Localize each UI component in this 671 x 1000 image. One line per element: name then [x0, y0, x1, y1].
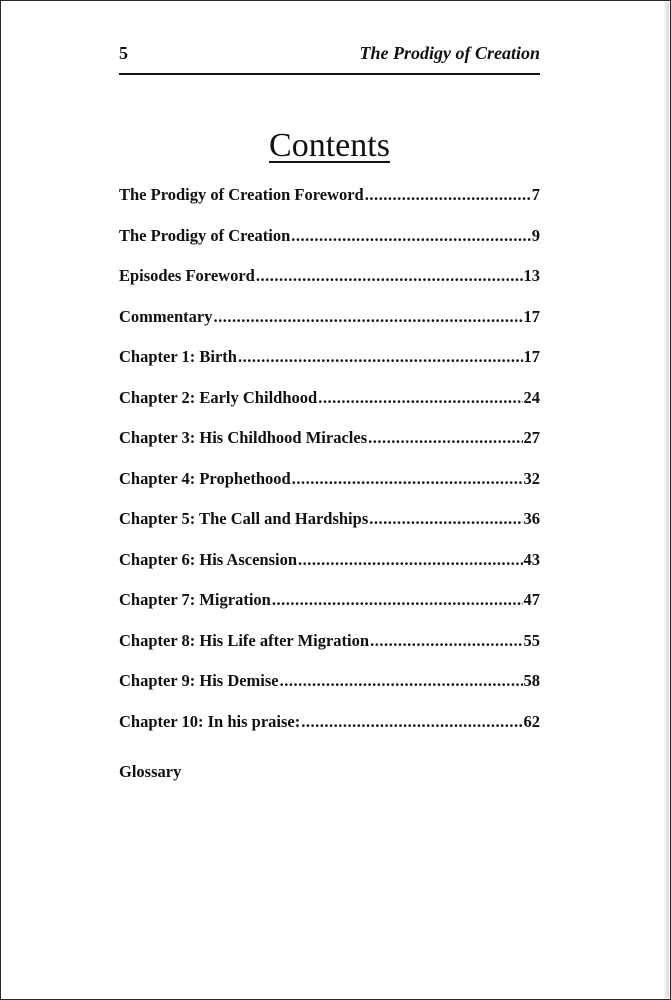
toc-entry-label: Chapter 1: Birth: [119, 347, 237, 366]
toc-entry-label: Chapter 2: Early Childhood: [119, 387, 318, 407]
toc-entry: [119, 185, 540, 226]
toc-entry-page: 62: [523, 711, 540, 731]
page-number: 5: [119, 43, 128, 63]
toc-entry: [119, 266, 540, 307]
toc-dot-leader: [238, 347, 523, 367]
header-rule: [119, 73, 540, 75]
toc-entry: [119, 509, 540, 550]
toc-entry-page: 17: [523, 347, 540, 366]
toc-entry: [119, 671, 540, 712]
toc-entry: [119, 307, 540, 348]
toc-entry-page: 13: [523, 266, 540, 285]
toc-entry-page: 55: [523, 630, 540, 650]
toc-dot-leader: [272, 590, 523, 610]
toc-entry-page: 27: [523, 428, 540, 447]
toc-entry-page: 9: [531, 225, 540, 245]
toc-dot-leader: [365, 185, 531, 205]
toc-dot-leader: [213, 307, 522, 327]
toc-dot-leader: [368, 428, 522, 448]
toc-entry-page: 47: [523, 590, 540, 609]
toc-entry: [119, 428, 540, 469]
toc-entry-page: 32: [523, 468, 540, 488]
toc-entry-page: 7: [531, 185, 540, 204]
toc-entry: [119, 469, 540, 510]
running-header: [119, 43, 540, 67]
toc-entry-label: Episodes Foreword: [119, 266, 255, 285]
toc-dot-leader: [292, 469, 523, 489]
toc-dot-leader: [291, 226, 530, 246]
contents-title: Contents: [269, 127, 390, 164]
toc-entry-page: 58: [523, 671, 540, 690]
toc-dot-leader: [298, 550, 522, 570]
toc-entry: [119, 388, 540, 429]
toc-dot-leader: [370, 631, 522, 651]
toc-entry-label: The Prodigy of Creation Foreword: [119, 185, 364, 204]
toc-entry-label: Chapter 6: His Ascension: [119, 549, 298, 569]
toc-entry-label: Chapter 5: The Call and Hardships: [119, 509, 369, 528]
toc-dot-leader: [369, 509, 522, 529]
toc-entry: [119, 347, 540, 388]
toc-entry-label: Chapter 4: Prophethood: [119, 468, 291, 488]
toc-entry-label: The Prodigy of Creation: [119, 225, 291, 245]
toc-dot-leader: [280, 671, 523, 691]
toc-entry-label: Commentary: [119, 306, 213, 326]
toc-entry-page: 36: [523, 509, 540, 528]
toc-entry-label: Chapter 8: His Life after Migration: [119, 630, 370, 650]
toc-entry-page: 43: [523, 549, 540, 569]
toc-entry-label: Chapter 3: His Childhood Miracles: [119, 428, 368, 447]
toc-entry: [119, 712, 540, 753]
toc-entry: [119, 590, 540, 631]
page-edge-shadow: [663, 2, 669, 998]
running-title: The Prodigy of Creation: [359, 43, 540, 63]
glossary-label: Glossary: [119, 762, 182, 781]
toc-dot-leader: [318, 388, 522, 408]
toc-entry: [119, 226, 540, 267]
toc-entry-label: Chapter 10: In his praise:: [119, 711, 301, 731]
toc-entry: [119, 631, 540, 672]
toc-dot-leader: [301, 712, 522, 732]
toc-entry: [119, 550, 540, 591]
toc-entry-label: Chapter 9: His Demise: [119, 671, 279, 690]
table-of-contents: [119, 185, 540, 752]
toc-dot-leader: [256, 266, 523, 286]
toc-entry-page: 17: [523, 306, 540, 326]
toc-entry-page: 24: [523, 387, 540, 407]
toc-entry-label: Chapter 7: Migration: [119, 590, 271, 609]
